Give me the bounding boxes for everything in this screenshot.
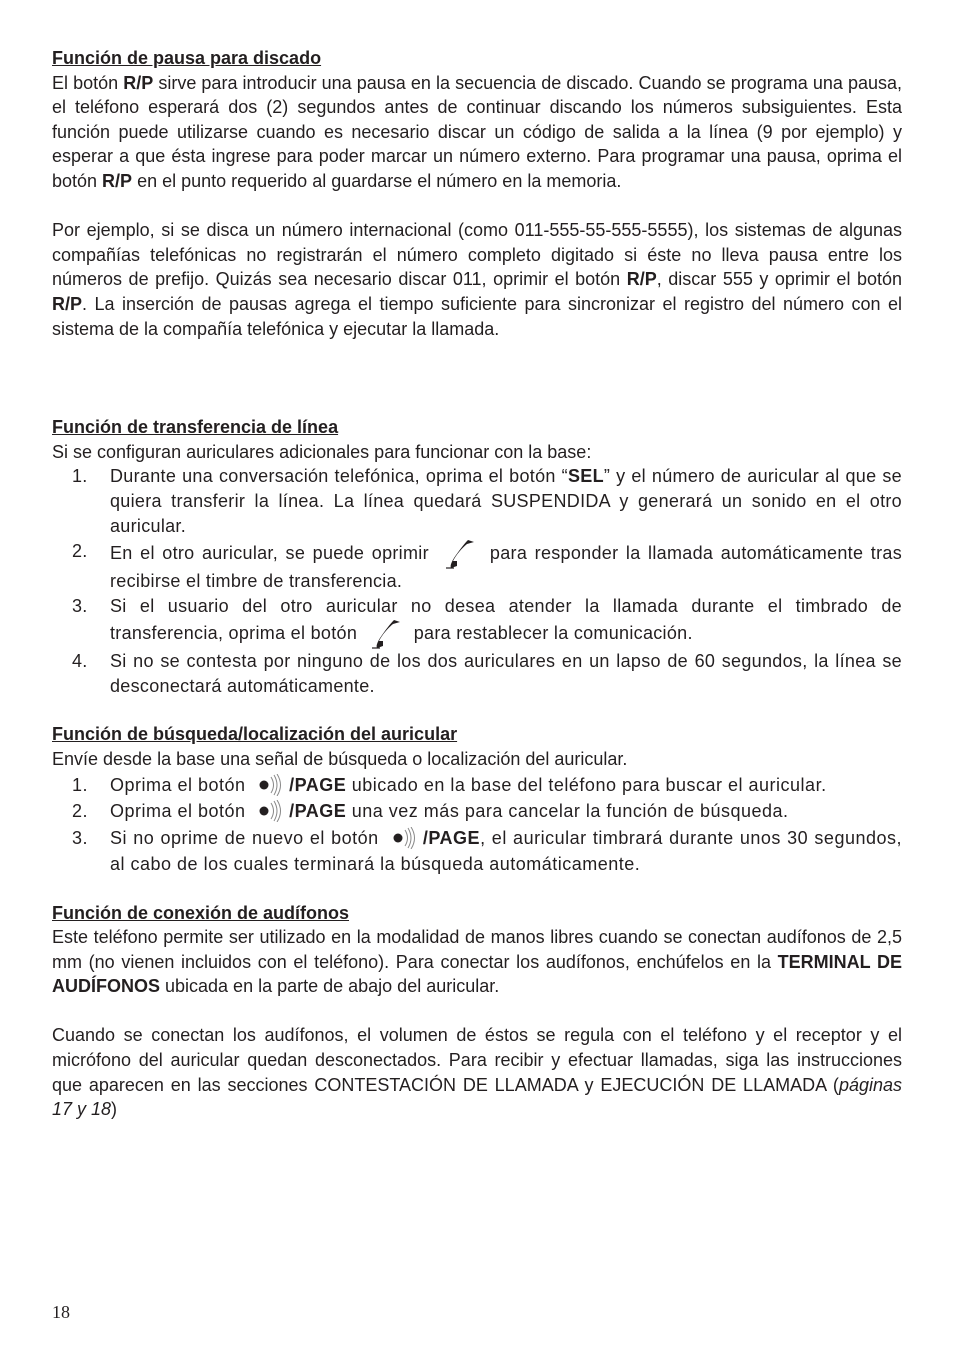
section-heading-transfer: Función de transferencia de línea [52, 417, 339, 438]
transfer-intro: Si se configuran auriculares adicionales para funcionar con la base: [52, 441, 592, 462]
page-ring-icon [391, 827, 421, 849]
page-ring-icon [257, 800, 287, 822]
headset-paragraph-2: Cuando se conectan los audífonos, el volumen de éstos se regula con el teléfono y el receptor y el micrófono del auricular quedan desconectados. Para recibir y efectuar llamadas, siga las instrucciones que aparecen en las secciones CONTESTACIÓN DE LLAMADA y EJECUCIÓN DE LLAMADA (páginas 17 y 18) [52, 1025, 902, 1120]
list-item: 3. Si el usuario del otro auricular no desea atender la llamada durante el timbrado de transferencia, oprima el botón para restablecer la comunicación. [52, 594, 902, 649]
list-item: 3. Si no oprime de nuevo el botón /PAGE, el auricular timbrará durante unos 30 segundos, al cabo de los cuales terminará la búsqueda automáticamente. [72, 827, 902, 874]
transfer-steps-list [52, 464, 902, 699]
talk-handset-icon [438, 539, 480, 569]
page-steps-list [52, 772, 902, 878]
section-heading-headset: Función de conexión de audífonos [52, 902, 350, 923]
pause-paragraph-2: Por ejemplo, si se disca un número internacional (como 011-555-55-555-5555), los sistemas de algunas compañías telefónicas no registrarán el número completo digitado si éste no lleva pausa entre los números de prefijo. Quizás sea necesario discar 011, oprimir el botón R/P, discar 555 y oprimir el botón R/P. La inserción de pausas agrega el tiempo suficiente para sincronizar el registro del número con el sistema de la compañía telefónica y ejecutar la llamada. [52, 220, 903, 339]
list-item: 2. Oprima el botón /PAGE una vez más para cancelar la función de búsqueda. [72, 801, 789, 821]
list-item: 2. En el otro auricular, se puede oprimir para responder la llamada automáticamente tras recibirse el timbre de transferencia. [72, 541, 903, 592]
headset-paragraph-1: Este teléfono permite ser utilizado en la modalidad de manos libres cuando se conectan audífonos de 2,5 mm (no vienen incluidos con el teléfono). Para conectar los audífonos, enchúfelos en la TERMINAL DE AUDÍFONOS ubicada en la parte de abajo del auricular. [52, 927, 903, 997]
section-heading-page: Función de búsqueda/localización del auricular [52, 724, 458, 745]
document-page [52, 46, 902, 1122]
page-ring-icon [257, 774, 287, 796]
list-item: 4. Si no se contesta por ninguno de los dos auriculares en un lapso de 60 segundos, la línea se desconectará automáticamente. [72, 651, 902, 697]
section-heading-pause: Función de pausa para discado [52, 48, 322, 68]
talk-handset-icon [364, 619, 406, 649]
list-item: 1. Oprima el botón /PAGE ubicado en la base del teléfono para buscar el auricular. [72, 774, 827, 795]
page-intro: Envíe desde la base una señal de búsqueda o localización del auricular. [52, 748, 628, 769]
page-number: 18 [52, 1302, 70, 1322]
list-item: 1. Durante una conversación telefónica, oprima el botón “SEL” y el número de auricular al que se quiera transferir la línea. La línea quedará SUSPENDIDA y generará un sonido en el otro auricular. [72, 466, 902, 537]
pause-paragraph-1: El botón R/P sirve para introducir una pausa en la secuencia de discado. Cuando se programa una pausa, el teléfono esperará dos (2) segundos antes de continuar discando los números subsiguientes. Esta función puede utilizarse cuando es necesario discar un código de salida a la línea (9 por ejemplo) y esperar a que ésta ingrese para poder marcar un número externo. Para programar una pausa, oprima el botón R/P en el punto requerido al guardarse el número en la memoria. [52, 72, 902, 191]
